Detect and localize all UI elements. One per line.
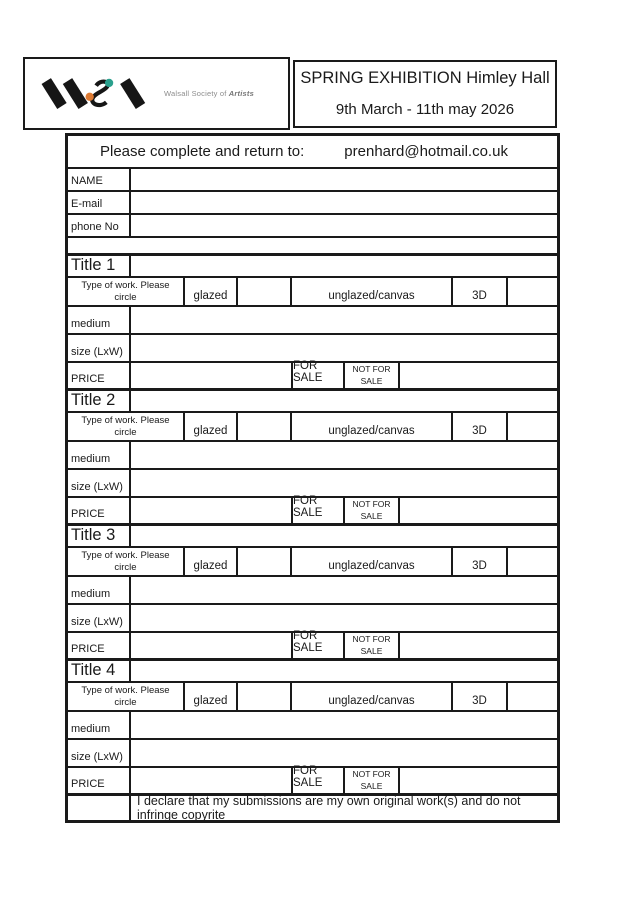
glazed-option-cell[interactable]: glazed: [185, 683, 238, 710]
option-end-cell[interactable]: [508, 683, 557, 710]
size-label: size (LxW): [68, 605, 131, 631]
option-end-cell[interactable]: [508, 548, 557, 575]
exhibition-title-box: [293, 60, 557, 128]
title2-input-cell[interactable]: [131, 391, 557, 411]
email-label: E-mail: [68, 192, 131, 213]
medium-label: medium: [68, 442, 131, 468]
size-input-cell[interactable]: [131, 605, 557, 631]
price-end-cell[interactable]: [400, 498, 557, 523]
not-for-sale-cell[interactable]: NOT FOR SALE: [345, 498, 400, 523]
title1-price-row: [68, 360, 557, 391]
type-of-work-label: Type of work. Please circle: [68, 413, 185, 440]
title4-medium-row: [68, 712, 557, 740]
price-end-cell[interactable]: [400, 363, 557, 388]
size-label: size (LxW): [68, 740, 131, 766]
option-end-cell[interactable]: [508, 413, 557, 440]
price-label: PRICE: [68, 498, 131, 523]
title2-price-row: [68, 495, 557, 526]
for-sale-cell[interactable]: FOR SALE: [293, 633, 345, 658]
size-label: size (LxW): [68, 335, 131, 361]
size-label: size (LxW): [68, 470, 131, 496]
option-end-cell[interactable]: [508, 278, 557, 305]
title4-type-row: [68, 683, 557, 712]
option-blank-cell[interactable]: [238, 548, 292, 575]
option-blank-cell[interactable]: [238, 683, 292, 710]
3d-option-cell[interactable]: 3D: [453, 683, 508, 710]
name-row: [68, 169, 557, 192]
return-to-label: Please complete and return to:: [100, 143, 305, 160]
price-end-cell[interactable]: [400, 633, 557, 658]
medium-input-cell[interactable]: [131, 712, 557, 738]
for-sale-cell[interactable]: FOR SALE: [293, 363, 345, 388]
phone-input-cell[interactable]: [131, 215, 557, 236]
title1-input-cell[interactable]: [131, 256, 557, 276]
unglazed-option-cell[interactable]: unglazed/canvas: [292, 548, 453, 575]
title1-type-row: [68, 278, 557, 307]
medium-input-cell[interactable]: [131, 577, 557, 603]
medium-input-cell[interactable]: [131, 442, 557, 468]
price-label: PRICE: [68, 633, 131, 658]
declaration-row: [68, 796, 557, 820]
title1-medium-row: [68, 307, 557, 335]
exhibition-dates: 9th March - 11th may 2026: [335, 101, 515, 118]
unglazed-option-cell[interactable]: unglazed/canvas: [292, 278, 453, 305]
title1-label: Title 1: [68, 256, 131, 276]
title2-label: Title 2: [68, 391, 131, 411]
type-of-work-label: Type of work. Please circle: [68, 278, 185, 305]
spacer-row: [68, 238, 557, 256]
size-input-cell[interactable]: [131, 740, 557, 766]
for-sale-cell[interactable]: FOR SALE: [293, 768, 345, 793]
glazed-option-cell[interactable]: glazed: [185, 278, 238, 305]
title2-size-row: [68, 470, 557, 498]
title4-row: [68, 661, 557, 683]
phone-row: [68, 215, 557, 238]
return-to-row: [68, 136, 557, 169]
declaration-text: I declare that my submissions are my own original work(s) and do not infringe copyrite: [137, 794, 521, 822]
email-input-cell[interactable]: [131, 192, 557, 213]
title3-size-row: [68, 605, 557, 633]
logo-teal-dot: [105, 78, 113, 86]
email-row: [68, 192, 557, 215]
return-email: prenhard@hotmail.co.uk: [344, 143, 508, 160]
logo-orange-dot: [86, 92, 94, 100]
unglazed-option-cell[interactable]: unglazed/canvas: [292, 413, 453, 440]
name-input-cell[interactable]: [131, 169, 557, 190]
title3-price-row: [68, 630, 557, 661]
name-label: NAME: [68, 169, 131, 190]
declaration-blank-cell: [68, 796, 131, 820]
not-for-sale-cell[interactable]: NOT FOR SALE: [345, 363, 400, 388]
exhibition-title: SPRING EXHIBITION Himley Hall: [300, 69, 550, 87]
title3-label: Title 3: [68, 526, 131, 546]
society-name-text: Walsall Society of Artists: [164, 89, 254, 98]
type-of-work-label: Type of work. Please circle: [68, 548, 185, 575]
title3-row: [68, 526, 557, 548]
title3-medium-row: [68, 577, 557, 605]
medium-label: medium: [68, 307, 131, 333]
price-input-cell[interactable]: [131, 768, 293, 793]
price-end-cell[interactable]: [400, 768, 557, 793]
price-input-cell[interactable]: [131, 363, 293, 388]
price-input-cell[interactable]: [131, 633, 293, 658]
3d-option-cell[interactable]: 3D: [453, 278, 508, 305]
medium-label: medium: [68, 712, 131, 738]
title2-type-row: [68, 413, 557, 442]
price-label: PRICE: [68, 768, 131, 793]
title4-input-cell[interactable]: [131, 661, 557, 681]
wsa-logo-box: [23, 57, 290, 130]
title4-label: Title 4: [68, 661, 131, 681]
for-sale-cell[interactable]: FOR SALE: [293, 498, 345, 523]
glazed-option-cell[interactable]: glazed: [185, 413, 238, 440]
price-input-cell[interactable]: [131, 498, 293, 523]
not-for-sale-cell[interactable]: NOT FOR SALE: [345, 768, 400, 793]
option-blank-cell[interactable]: [238, 413, 292, 440]
medium-input-cell[interactable]: [131, 307, 557, 333]
entry-form-table: [65, 133, 560, 823]
size-input-cell[interactable]: [131, 335, 557, 361]
option-blank-cell[interactable]: [238, 278, 292, 305]
unglazed-option-cell[interactable]: unglazed/canvas: [292, 683, 453, 710]
3d-option-cell[interactable]: 3D: [453, 413, 508, 440]
medium-label: medium: [68, 577, 131, 603]
title3-input-cell[interactable]: [131, 526, 557, 546]
title3-type-row: [68, 548, 557, 577]
price-label: PRICE: [68, 363, 131, 388]
wsa-logo-icon: [37, 75, 159, 113]
title4-size-row: [68, 740, 557, 768]
size-input-cell[interactable]: [131, 470, 557, 496]
title1-row: [68, 256, 557, 278]
type-of-work-label: Type of work. Please circle: [68, 683, 185, 710]
glazed-option-cell[interactable]: glazed: [185, 548, 238, 575]
not-for-sale-cell[interactable]: NOT FOR SALE: [345, 633, 400, 658]
title2-medium-row: [68, 442, 557, 470]
title2-row: [68, 391, 557, 413]
title4-price-row: [68, 765, 557, 796]
phone-label: phone No: [68, 215, 131, 236]
title1-size-row: [68, 335, 557, 363]
3d-option-cell[interactable]: 3D: [453, 548, 508, 575]
